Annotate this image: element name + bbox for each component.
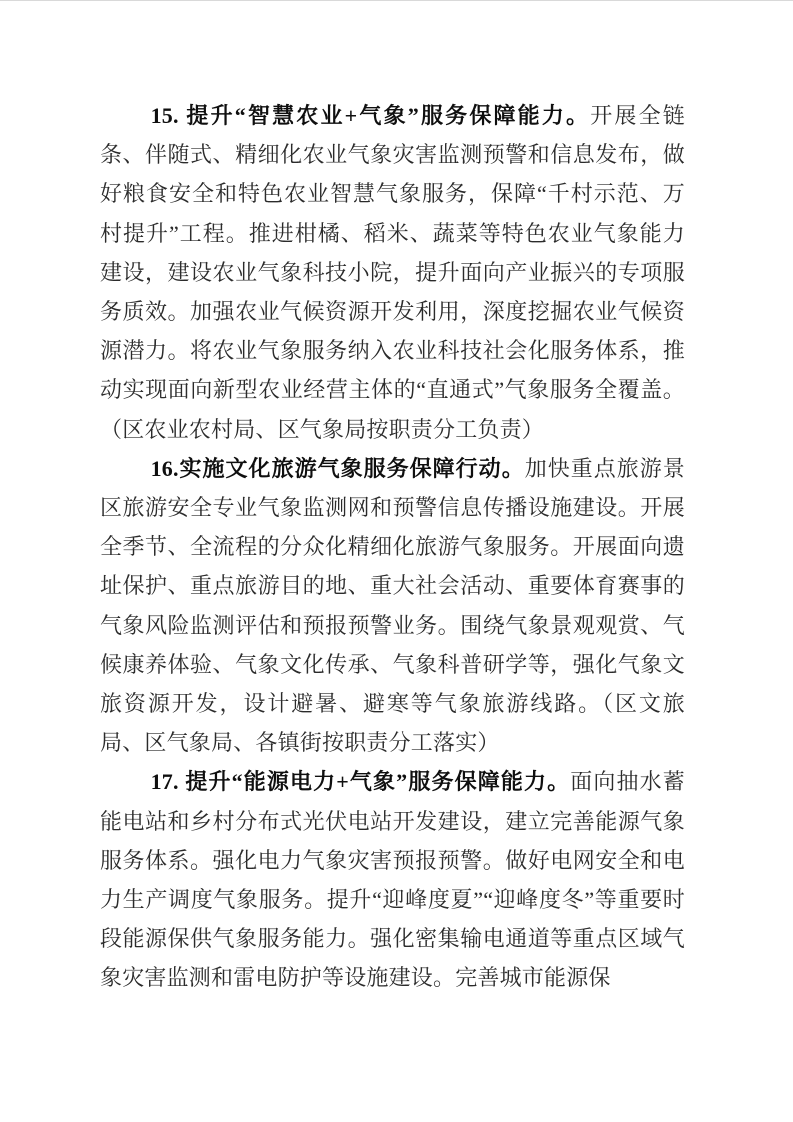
paragraph-15-heading: 提升“智慧农业+气象”服务保障能力。 xyxy=(186,103,591,128)
document-body xyxy=(100,96,685,998)
paragraph-17-body: 面向抽水蓄能电站和乡村分布式光伏电站开发建设，建立完善能源气象服务体系。强化电力气象灾害预报预警。做好电网安全和电力生产调度气象服务。提升“迎峰度夏”“迎峰度冬”等重要时段能源保供气象服务能力。强化密集输电通道等重点区域气象灾害监测和雷电防护等设施建设。完善城市能源保 xyxy=(100,769,685,991)
paragraph-16 xyxy=(100,449,685,763)
paragraph-15-body: 开展全链条、伴随式、精细化农业气象灾害监测预警和信息发布，做好粮食安全和特色农业智慧气象服务，保障“千村示范、万村提升”工程。推进柑橘、稻米、蔬菜等特色农业气象能力建设，建设农业气象科技小院，提升面向产业振兴的专项服务质效。加强农业气候资源开发利用，深度挖掘农业气候资源潜力。将农业气象服务纳入农业科技社会化服务体系，推动实现面向新型农业经营主体的“直通式”气象服务全覆盖。（区农业农村局、区气象局按职责分工负责） xyxy=(100,103,685,442)
paragraph-16-heading: 实施文化旅游气象服务保障行动。 xyxy=(178,455,525,481)
paragraph-17-heading: 提升“能源电力+气象”服务保障能力。 xyxy=(185,769,571,795)
paragraph-17 xyxy=(100,762,685,997)
paragraph-16-number: 16. xyxy=(150,455,179,481)
paragraph-17-number: 17. xyxy=(150,769,186,795)
paragraph-15-number: 15. xyxy=(150,103,187,128)
scan-artifact-line xyxy=(0,0,793,1)
paragraph-15 xyxy=(100,96,685,449)
paragraph-16-body: 加快重点旅游景区旅游安全专业气象监测网和预警信息传播设施建设。开展全季节、全流程的分众化精细化旅游气象服务。开展面向遗址保护、重点旅游目的地、重大社会活动、重要体育赛事的气象风险监测评估和预报预警业务。围绕气象景观观赏、气候康养体验、气象文化传承、气象科普研学等，强化气象文旅资源开发，设计避暑、避寒等气象旅游线路。（区文旅局、区气象局、各镇街按职责分工落实） xyxy=(100,455,685,756)
